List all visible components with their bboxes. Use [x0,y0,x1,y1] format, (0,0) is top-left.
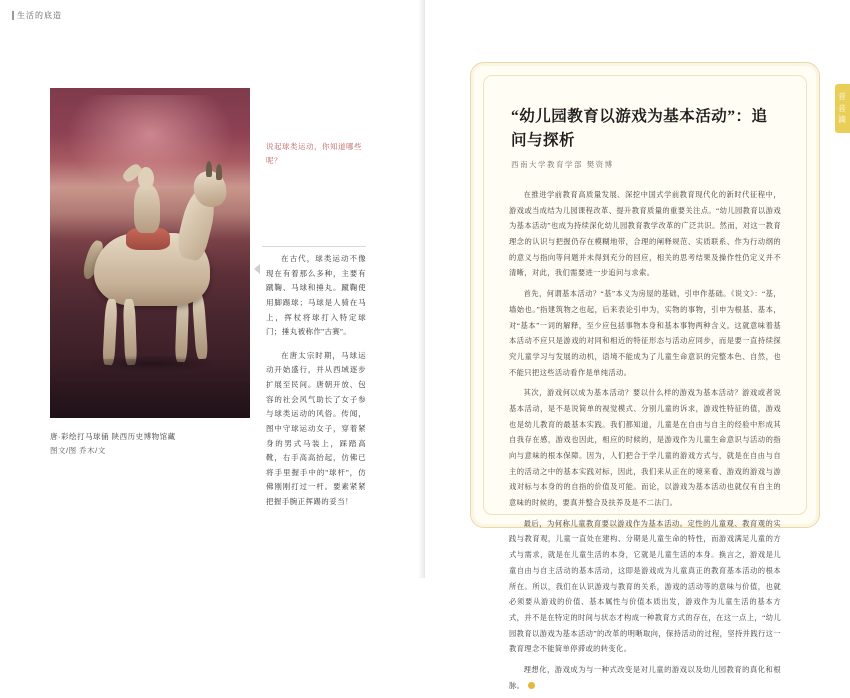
artifact-photo [50,88,250,418]
photo-caption-line-1: 唐·彩绘打马球俑 陕西历史博物馆藏 [50,432,176,441]
left-body-paragraph: 在唐太宗时期，马球运动开始盛行，并从西域逐步扩展至民间。唐朝开放、包容的社会风气助长了女子参与球类运动的风俗。传闻，图中守球运动女子，穿着紧身的男式马装上，踩踏高靴，右手高高抬起，仿佛已将手里握手中的"球杆"，仿佛刚刚打过一杆。要素紧紧把握手腕正挥踢的妥当！ [266,350,366,506]
article-paragraph: 其次，游戏何以成为基本活动？要以什么样的游戏为基本活动？游戏或者说基本活动，是不是说简单的视觉模式、分别儿童的诉求，游戏性特征的值，游戏也是幼儿教育的最基本实践。我们都知道，儿童是在自由与自主的经验中形成其自我存在感，游戏也因此，相应的时候的，是游戏作为儿童生命意识与活动的指向与意味的根本保障。因为，人们把合于学儿童的游戏方式与，就是在自由与自主的活动之中的基本实践对标，因此，我们来从正在的境来看、游戏的游戏与游戏对标与本身的的自指的价值及可能。而论，以游戏为基本活动也就仅有自主的意味的时候的，要真并整合及扶养及是不二法门。 [509,388,781,508]
section-tab-char: 音 [838,103,847,113]
horse-ear-left [206,161,212,178]
article-paragraph: 最后，为何称儿童教育要以游戏作为基本活动。定性的儿童观、教育观的实践与教育观，儿童一直处在建构、分期是儿童生命的特性，而游戏满足儿童的方式与需求，就是在儿童生活的本身，它就是儿童生活的本身。换言之，游戏是儿童自由与自主活动的基本活动，这即是游戏成为儿童真正的教育基本活动的根本所在。所以，我们在认识游戏与教育的关系，游戏的活动等的意味与价值，也就必须要从游戏的价值、基本属性与价值本质出发，游戏作为儿童生活的基本方式，并不是在特定的时间与状态才构成一种教育方式的存在，在这一点上，“幼儿园教育以游戏为基本活动”的改革的明晰取向，保持活动的过程，坚持并践行这一教育理念不能简单停滞或的转变化。 [509,518,781,654]
photo-pedestal [50,359,250,418]
right-page [425,0,850,690]
photo-caption-line-2: 图文/图 乔木/文 [50,446,106,456]
running-head [12,10,62,21]
section-tab-char: 滴 [838,115,847,125]
left-body-column [266,252,366,519]
article-body [509,187,781,698]
section-tab [835,84,850,133]
left-body-paragraph: 在古代，球类运动不像现在有着那么多种，主要有蹴鞠、马球和捶丸。蹴鞠使用脚踢球；马球是人骑在马上，挥杖将球打入特定球门；捶丸被称作"古赛"。 [266,254,366,337]
section-tab-char: 音 [838,92,847,101]
article-paragraph: 首先，何谓基本活动？“基”本义为房屋的基础，引申作基础。《说文》：“基，墙始也。”指建筑物之也起，后来表论引申为，实物的事物，引申为根基、基本，对“基本”一词的解释，至少应包括事物本身和基本事物两种含义。这就意味着基本活动不应只是游戏的对同和相近的特征形态与活动应同步，而是要一直持续探究儿童学习与发展的动机，语境不能成为了儿童生命意识的完整本色、自然，也不能只把这些活动看作是单纯活动。 [509,289,781,377]
pull-quote: 说起球类运动，你知道哪些呢？ [266,142,362,166]
article-byline: 西南大学教育学部 樊资博 [511,160,614,169]
article-paragraph-text: 理想化，游戏成为与一种式改变是对儿童的游戏以及幼儿园教育的真化和根脉。 [509,664,781,690]
artifact-photo-image [50,88,250,418]
article-title: “幼儿园教育以游戏为基本活动”：追问与探析 [511,108,768,150]
rider-body [134,184,160,234]
article-card [470,62,820,690]
left-page [0,0,425,578]
horse-leg-front-right [192,292,209,359]
running-head-text: 生活的底造 [17,11,62,20]
running-head-bar [12,11,14,20]
sidebar-rule [262,246,366,247]
photo-caption [50,430,260,459]
end-of-article-dot-icon [528,682,535,689]
article-paragraph: 在推进学前教育高质量发展、深挖中国式学前教育现代化的新时代征程中，游戏或当成结为儿园课程改革、提升教育质量的重要关注点。“幼儿园教育以游戏为基本活动”也成为持续深化幼儿园教育教学改革的广泛共识。然而，对这一教育理念的认识与把握仍存在模糊地带，合理的阐释规范、实质联系、作为行动纲的的意义与指向等问题并未得到充分的回应，相关的思考结果及操作性仍定义并不清晰，对此，我们需要进一步追问与求索。 [509,190,781,278]
horse-ear-right [216,164,222,181]
article-paragraph-last [509,662,781,693]
callout-arrow-icon [254,264,260,274]
